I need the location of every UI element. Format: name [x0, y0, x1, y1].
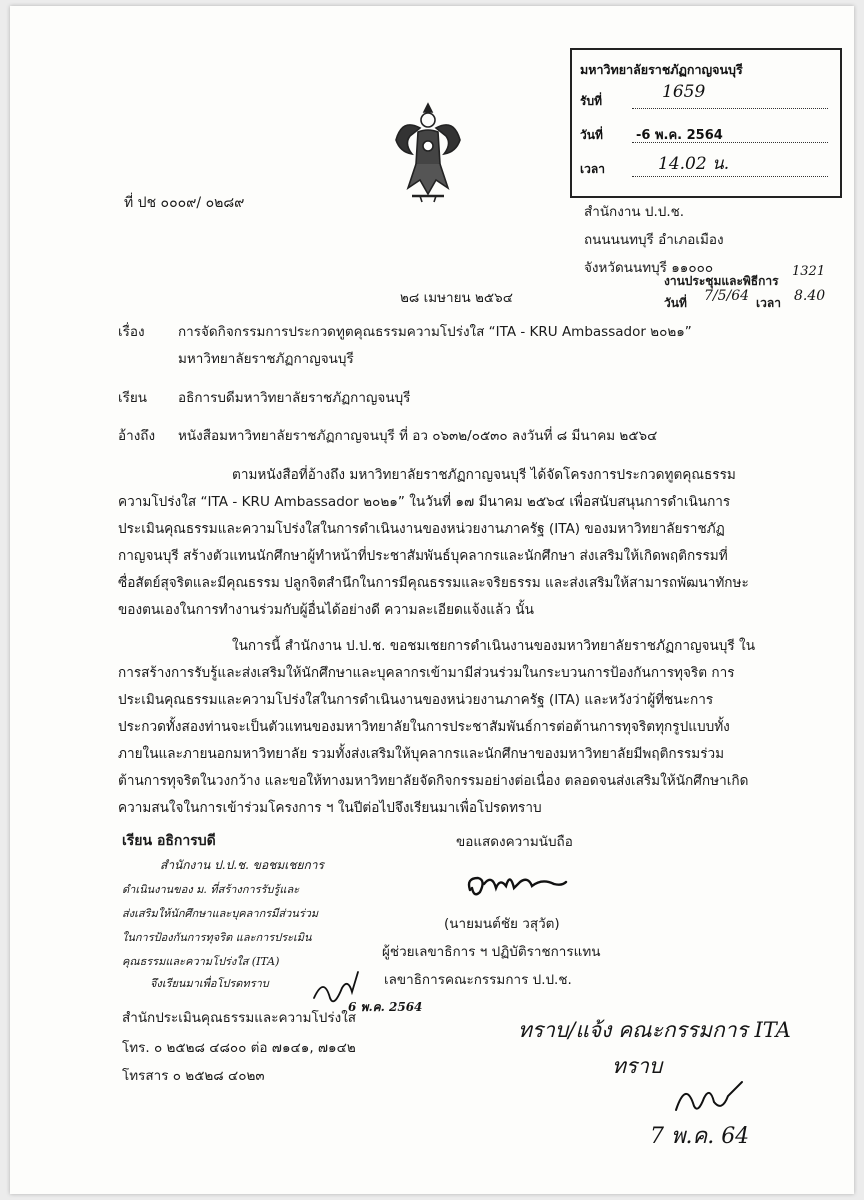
- stamp-no-label: รับที่: [580, 94, 602, 108]
- secondary-stamp-time: 8.40: [794, 288, 826, 304]
- secondary-stamp-date: 7/5/64: [704, 288, 750, 304]
- footer-phone: โทร. ๐ ๒๕๒๘ ๔๘๐๐ ต่อ ๗๑๔๑, ๗๑๔๒: [122, 1040, 356, 1056]
- memo-date: 6 พ.ค. 2564: [348, 1000, 423, 1014]
- paragraph-2-line: ความสนใจในการเข้าร่วมโครงการ ฯ ในปีต่อไปจึงเรียนมาเพื่อโปรดทราบ: [118, 800, 542, 816]
- annotation-line-2: ทราบ: [612, 1054, 663, 1078]
- signatory-name: (นายมนต์ชัย วสุวัต): [444, 916, 560, 932]
- stamp-date-label: วันที่: [580, 128, 603, 142]
- annotation-date: 7 พ.ค. 64: [650, 1124, 750, 1149]
- document-date: ๒๘ เมษายน ๒๕๖๔: [400, 290, 513, 306]
- footer-office: สำนักประเมินคุณธรรมและความโปร่งใส: [122, 1010, 357, 1026]
- subject-line-2: มหาวิทยาลัยราชภัฏกาญจนบุรี: [178, 351, 354, 367]
- subject-line-1: การจัดกิจกรรมการประกวดทูตคุณธรรมความโปร่งใส “ITA - KRU Ambassador ๒๐๒๑”: [178, 324, 692, 340]
- recipient-label: เรียน: [118, 390, 148, 406]
- paragraph-1-line: ความโปร่งใส “ITA - KRU Ambassador ๒๐๒๑” ในวันที่ ๑๗ มีนาคม ๒๕๖๔ เพื่อสนับสนุนการดำเนินการ: [118, 494, 731, 510]
- subject-label: เรื่อง: [118, 324, 145, 340]
- reference-label: อ้างถึง: [118, 428, 156, 444]
- stamp-institution: มหาวิทยาลัยราชภัฏกาญจนบุรี: [580, 62, 743, 77]
- paragraph-2-line: ต้านการทุจริตในวงกว้าง และขอให้ทางมหาวิทยาลัยจัดกิจกรรมอย่างต่อเนื่อง ตลอดจนส่งเสริมให้นักศึกษาเกิด: [118, 773, 749, 789]
- garuda-emblem: [390, 98, 466, 206]
- secondary-stamp-number: 1321: [792, 264, 826, 279]
- sender-address-line-2: ถนนนนทบุรี อำเภอเมือง: [584, 232, 724, 248]
- signatory-title-1: ผู้ช่วยเลขาธิการ ฯ ปฏิบัติราชการแทน: [382, 944, 601, 960]
- paragraph-1-line: ของตนเองในการทำงานร่วมกับผู้อื่นได้อย่างดี ความละเอียดแจ้งแล้ว นั้น: [118, 602, 534, 618]
- secondary-stamp-date-label: วันที่: [664, 296, 687, 310]
- paragraph-2-line: ประเมินคุณธรรมและความโปร่งใสในการดำเนินงานของหน่วยงานภาครัฐ (ITA) และหวังว่าผู้ที่ชนะการ: [118, 692, 714, 708]
- memo-line: สำนักงาน ป.ป.ช. ขอชมเชยการ: [160, 858, 324, 872]
- memo-heading: เรียน อธิการบดี: [122, 833, 216, 849]
- paragraph-2-line: ประกวดทั้งสองท่านจะเป็นตัวแทนของมหาวิทยาลัยในการประชาสัมพันธ์การต่อต้านการทุจริตทุกรูปแบบทั้ง: [118, 719, 730, 735]
- sender-address-line-1: สำนักงาน ป.ป.ช.: [584, 204, 685, 220]
- signatory-title-2: เลขาธิการคณะกรรมการ ป.ป.ช.: [384, 972, 572, 988]
- stamp-no-value: 1659: [662, 82, 706, 102]
- memo-line: จึงเรียนมาเพื่อโปรดทราบ: [150, 977, 269, 990]
- recipient-value: อธิการบดีมหาวิทยาลัยราชภัฏกาญจนบุรี: [178, 390, 411, 406]
- paragraph-2-line: การสร้างการรับรู้และส่งเสริมให้นักศึกษาและบุคลากรเข้ามามีส่วนร่วมในกระบวนการป้องกันการทุจริต การ: [118, 665, 735, 681]
- paragraph-2-line: ภายในและภายนอกมหาวิทยาลัย รวมทั้งส่งเสริมให้บุคลากรและนักศึกษาของมหาวิทยาลัยมีพฤติกรรมร่วม: [118, 746, 725, 762]
- secondary-stamp-dept: งานประชุมและพิธีการ: [664, 274, 779, 288]
- secondary-stamp-time-label: เวลา: [756, 296, 781, 310]
- paragraph-1-line: ตามหนังสือที่อ้างถึง มหาวิทยาลัยราชภัฏกาญจนบุรี ได้จัดโครงการประกวดทูตคุณธรรม: [232, 467, 736, 483]
- reference-value: หนังสือมหาวิทยาลัยราชภัฏกาญจนบุรี ที่ อว ๐๖๓๒/๐๕๓๐ ลงวันที่ ๘ มีนาคม ๒๕๖๔: [178, 428, 658, 444]
- paragraph-1-line: กาญจนบุรี สร้างตัวแทนนักศึกษาผู้ทำหน้าที่ประชาสัมพันธ์บุคลากรและนักศึกษา ส่งเสริมให้เกิดพฤติกรรมที่: [118, 548, 728, 564]
- stamp-time-value: 14.02 น.: [658, 154, 730, 174]
- memo-line: คุณธรรมและความโปร่งใส (ITA): [122, 955, 280, 968]
- footer-fax: โทรสาร ๐ ๒๕๒๘ ๔๐๒๓: [122, 1068, 265, 1084]
- stamp-date-value: -6 พ.ค. 2564: [636, 128, 723, 143]
- document-page: [10, 6, 854, 1194]
- closing: ขอแสดงความนับถือ: [456, 834, 573, 850]
- paragraph-2-line: ในการนี้ สำนักงาน ป.ป.ช. ขอชมเชยการดำเนินงานของมหาวิทยาลัยราชภัฏกาญจนบุรี ใน: [232, 638, 755, 654]
- memo-line: ดำเนินงานของ ม. ที่สร้างการรับรู้และ: [122, 883, 300, 896]
- document-number: ที่ ปช ๐๐๐๙/ ๐๒๘๙: [124, 195, 245, 211]
- sender-address-line-3: จังหวัดนนทบุรี ๑๑๐๐๐: [584, 260, 714, 276]
- annotation-line-1: ทราบ/แจ้ง คณะกรรมการ ITA: [518, 1018, 791, 1042]
- receipt-stamp: [570, 48, 842, 198]
- signature-image: [462, 864, 572, 904]
- stamp-time-label: เวลา: [580, 162, 605, 176]
- memo-line: ส่งเสริมให้นักศึกษาและบุคลากรมีส่วนร่วม: [122, 907, 319, 920]
- paragraph-1-line: ประเมินคุณธรรมและความโปร่งใสในการดำเนินงานของหน่วยงานภาครัฐ (ITA) ของมหาวิทยาลัยราชภัฏ: [118, 521, 725, 537]
- memo-line: ในการป้องกันการทุจริต และการประเมิน: [122, 931, 312, 944]
- annotation-signature-image: [670, 1076, 750, 1120]
- paragraph-1-line: ซื่อสัตย์สุจริตและมีคุณธรรม ปลูกจิตสำนึกในการมีคุณธรรมและจริยธรรม และส่งเสริมให้สามารถพัฒนาทักษะ: [118, 575, 749, 591]
